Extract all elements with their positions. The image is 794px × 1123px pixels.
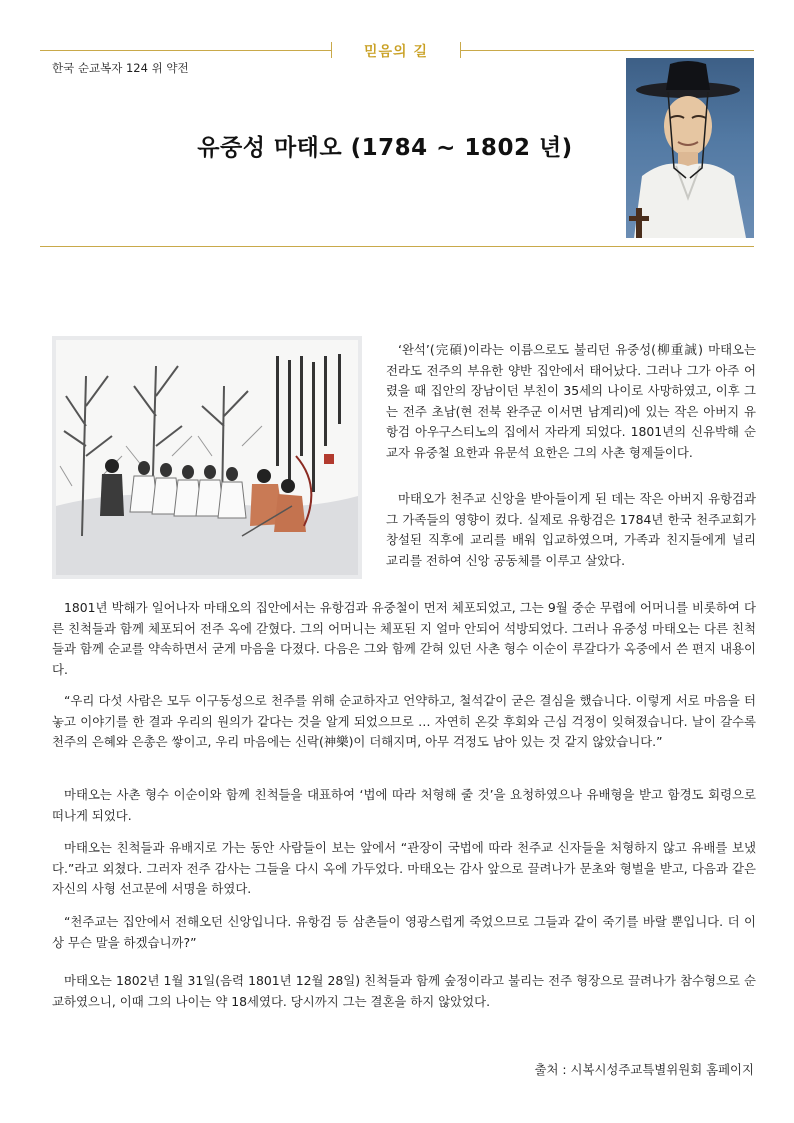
hat-crown	[666, 61, 710, 90]
header-rule-left	[40, 50, 332, 51]
white-robe	[634, 164, 746, 238]
page-title: 유중성 마태오 (1784 ~ 1802 년)	[197, 135, 573, 161]
series-subtitle: 한국 순교복자 124 위 약전	[52, 61, 189, 75]
paragraph-5: 마태오는 사촌 형수 이순이와 함께 친척들을 대표하여 ‘법에 따라 처형해 줄 것’을 요청하였으나 유배형을 받고 함경도 회령으로 떠나게 되었다.	[52, 787, 756, 823]
quote-letter: “우리 다섯 사람은 모두 이구동성으로 천주를 위해 순교하자고 언약하고, 철석같이 굳은 결심을 했습니다. 이렇게 서로 마음을 터놓고 이야기를 한 결과 우리의 원의가 같다는 것을 알게 되었으므로 … 자연히 온갖 후회와 근심 걱정이 잊혀졌습니다. 날이 갈수록 천주의 은혜와 은총은 쌓이고, 우리 마음에는 신락(神樂)이 더해지며, 아무 걱정도 남아 있는 것 같지 않았습니다.”	[52, 693, 756, 749]
paragraph-2: 마태오가 천주교 신앙을 받아들이게 된 데는 작은 아버지 유항검과 그 가족들의 영향이 컸다. 실제로 유항검은 1784년 한국 천주교회가 창설된 직후에 교리를 배워 입교하였으며, 가족과 친지들에게 널리 교리를 전하여 신앙 공동체를 이루고 살았다.	[386, 491, 756, 568]
paragraph-8: 마태오는 1802년 1월 31일(음력 1801년 12월 28일) 친척들과 함께 숲정이라고 불리는 전주 형장으로 끌려나가 참수형으로 순교하였으니, 이때 그의 나이는 약 18세였다. 당시까지 그는 결혼을 하지 않았었다.	[52, 973, 756, 1009]
paragraph-6: 마태오는 친척들과 유배지로 가는 동안 사람들이 보는 앞에서 “관장이 국법에 따라 천주교 신자들을 처형하지 않고 유배를 보냈다.”라고 외쳤다. 그러자 전주 감사는 그들을 다시 옥에 가두었다. 마태오는 감사 앞으로 끌려나가 문초와 형벌을 받고, 다음과 같은 자신의 사형 선고문에 서명을 하였다.	[52, 840, 756, 896]
portrait-image	[626, 58, 754, 238]
header-rule-right	[460, 50, 754, 51]
header-rule-bottom	[40, 246, 754, 247]
quote-sentence: “천주교는 집안에서 전해오던 신앙입니다. 유항검 등 삼촌들이 영광스럽게 죽었으므로 그들과 같이 죽기를 바랄 뿐입니다. 더 이상 무슨 말을 하겠습니까?”	[52, 914, 756, 950]
source-credit: 출처 : 시복시성주교특별위원회 홈페이지	[534, 1062, 754, 1077]
cross-icon	[636, 208, 642, 238]
paragraph-3: 1801년 박해가 일어나자 마태오의 집안에서는 유항검과 유중철이 먼저 체포되었고, 그는 9월 중순 무렵에 어머니를 비롯하여 다른 친척들과 함께 체포되어 전주 옥에 갇혔다. 그의 어머니는 체포된 지 얼마 안되어 석방되었다. 그러나 유중성 마태오는 다른 친척들과 함께 순교를 약속하면서 굳게 마음을 다졌다. 다음은 그와 함께 갇혀 있던 사촌 형수 이순이 루갈다가 옥중에서 쓴 편지 내용이다.	[52, 600, 756, 677]
painting-illustration	[52, 336, 362, 579]
portrait-illustration	[626, 58, 754, 238]
martyrdom-painting	[52, 336, 362, 579]
series-title: 믿음의 길	[364, 44, 428, 60]
paragraph-1: ‘완석’(完碩)이라는 이름으로도 불리던 유중성(柳重誠) 마태오는 전라도 전주의 부유한 양반 집안에서 태어났다. 그러나 그가 아주 어렸을 때 집안의 장남이던 부친이 35세의 나이로 사망하였고, 이후 그는 전주 초남(현 전북 완주군 이서면 남계리)에 있는 작은 아버지 유항검 아우구스티노의 집에서 자라게 되었다. 1801년의 신유박해 순교자 유중철 요한과 유문석 요한은 그의 사촌 형제들이다.	[386, 342, 756, 460]
